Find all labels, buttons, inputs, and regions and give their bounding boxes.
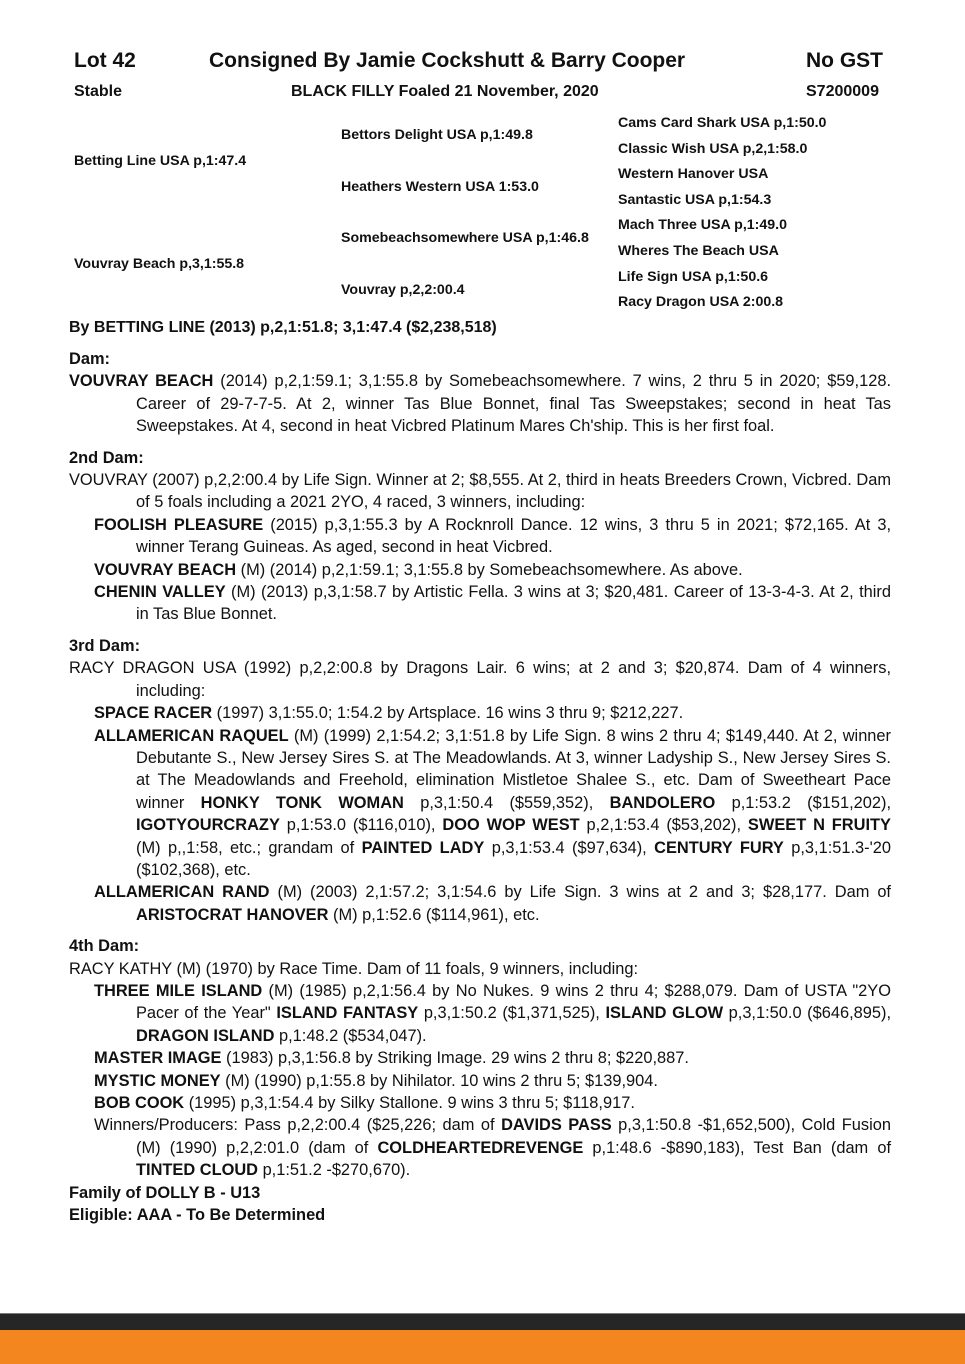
horse-details: (M) (1999) 2,1:54.2; 3,1:51.8 by Life Sign. 8 wins 2 thru 4; $149,440. At 2, winner Debutante S., New Jersey Sires S. at The Meadowlands. At 3, winner Ladyship S., New Jersey Sires S. at The Meadowlands and Freehold, elimination Mistletoe Shalee S., etc. Dam of Sweetheart Pace winner <box>136 726 891 812</box>
eligibility-line: Eligible: AAA - To Be Determined <box>69 1206 326 1225</box>
horse-name: IGOTYOURCRAZY <box>136 816 280 835</box>
pedigree-dam-sire: Somebeachsomewhere USA p,1:46.8 <box>341 230 589 246</box>
pedigree-sire: Betting Line USA p,1:47.4 <box>74 153 247 169</box>
horse-name: CENTURY FURY <box>654 838 784 857</box>
horse-name: ALLAMERICAN RAQUEL <box>94 726 289 745</box>
pedigree-dam: Vouvray Beach p,3,1:55.8 <box>74 256 245 272</box>
progeny-entry <box>69 1092 891 1114</box>
family-line: Family of DOLLY B - U13 <box>69 1183 261 1202</box>
horse-details: p,2,1:53.4 ($53,202), <box>579 816 748 835</box>
horse-name: DOO WOP WEST <box>442 816 580 835</box>
progeny-entry <box>69 514 891 559</box>
horse-name: ARISTOCRAT HANOVER <box>136 905 329 924</box>
horse-name: BOB COOK <box>94 1094 185 1112</box>
horse-name: CHENIN VALLEY <box>94 583 226 602</box>
horse-details: (M) (2014) p,2,1:59.1; 3,1:55.8 by Somebeachsomewhere. As above. <box>236 560 743 579</box>
horse-details: p,1:48.2 ($534,047). <box>274 1026 427 1045</box>
horse-details: p,1:53.2 ($151,202), <box>715 793 892 812</box>
maternal-family <box>69 348 891 1226</box>
horse-details: p,3,1:51.3-'20 ($102,368), etc. <box>136 838 891 879</box>
horse-details: p,3,1:53.4 ($97,634), <box>484 838 655 857</box>
horse-details: p,1:48.6 -$890,183), Test Ban (dam of <box>583 1138 892 1157</box>
horse-details: (2014) p,2,1:59.1; 3,1:55.8 by Somebeachsomewhere. 7 wins, 2 thru 5 in 2020; $59,128. Career of 29-7-7-5. At 2, winner Tas Blue Bonnet, final Tas Sweepstakes; second in heat Tas Sweepstakes. At 4, second in heat Vicbred Platinum Mares Ch'ship. This is her first foal. <box>136 372 892 436</box>
pedigree-gen3: Classic Wish USA p,2,1:58.0 <box>618 141 808 157</box>
pedigree-gen3: Mach Three USA p,1:49.0 <box>618 217 787 233</box>
pedigree-dam-dam: Vouvray p,2,2:00.4 <box>341 282 465 298</box>
second-dam-intro: VOUVRAY (2007) p,2,2:00.4 by Life Sign. Winner at 2; $8,555. At 2, third in heats Breeders Crown, Vicbred. Dam of 5 foals including a 2021 2YO, 4 raced, 3 winners, including: <box>69 471 891 512</box>
horse-name: MASTER IMAGE <box>94 1049 222 1068</box>
location: Stable <box>74 83 123 100</box>
horse-details: (M) p,1:52.6 ($114,961), etc. <box>328 905 540 924</box>
fourth-dam-heading: 4th Dam: <box>69 937 140 956</box>
footer-orange-bar <box>0 1330 965 1364</box>
pedigree-sire-dam: Heathers Western USA 1:53.0 <box>341 179 539 195</box>
horse-name: DAVIDS PASS <box>501 1116 612 1135</box>
progeny-entry <box>69 980 891 1047</box>
horse-details: (M) (2013) p,3,1:58.7 by Artistic Fella. 3 wins at 3; $20,481. Career of 13-3-4-3. At 2, third in Tas Blue Bonnet. <box>136 583 891 624</box>
second-dam-heading: 2nd Dam: <box>69 448 144 467</box>
horse-details: p,3,1:50.0 ($646,895), <box>723 1004 891 1023</box>
horse-details: p,3,1:50.8 -$1,652,500), Cold Fusion (M) (1990) p,2,2:01.0 (dam of <box>136 1116 891 1157</box>
horse-name: DRAGON ISLAND <box>136 1026 275 1045</box>
horse-name: THREE MILE ISLAND <box>94 981 263 1000</box>
horse-details: (M) (2003) 2,1:57.2; 3,1:54.6 by Life Sign. 3 wins at 2 and 3; $28,177. Dam of <box>269 883 891 902</box>
pedigree-gen3: Western Hanover USA <box>618 166 769 182</box>
horse-name: PAINTED LADY <box>361 838 485 857</box>
pedigree-gen3: Santastic USA p,1:54.3 <box>618 192 772 208</box>
horse-name: MYSTIC MONEY <box>94 1071 221 1090</box>
footer-dark-bar <box>0 1313 965 1331</box>
lot-number: Lot 42 <box>74 49 136 72</box>
horse-name: TINTED CLOUD <box>136 1161 259 1180</box>
progeny-entry <box>69 881 891 926</box>
pedigree-gen3: Wheres The Beach USA <box>618 243 779 259</box>
horse-details: (1995) p,3,1:54.4 by Silky Stallone. 9 wins 3 thru 5; $118,917. <box>184 1094 635 1112</box>
pedigree-gen3: Racy Dragon USA 2:00.8 <box>618 294 784 310</box>
horse-details: (M) (1990) p,1:55.8 by Nihilator. 10 wins 2 thru 5; $139,904. <box>220 1071 658 1090</box>
horse-details: p,1:51.2 -$270,670). <box>258 1161 411 1180</box>
progeny-entry <box>69 1047 891 1069</box>
horse-name: VOUVRAY BEACH <box>94 560 237 579</box>
horse-description: BLACK FILLY Foaled 21 November, 2020 <box>291 83 599 100</box>
horse-details: (1997) 3,1:55.0; 1:54.2 by Artsplace. 16 wins 3 thru 9; $212,227. <box>212 704 684 723</box>
horse-details: (2015) p,3,1:55.3 by A Rocknroll Dance. 12 wins, 3 thru 5 in 2021; $72,165. At 3, winner Terang Guineas. As aged, second in heat Vicbred. <box>136 515 891 557</box>
pedigree-gen3: Cams Card Shark USA p,1:50.0 <box>618 115 827 131</box>
horse-details: Winners/Producers: Pass p,2,2:00.4 ($25,226; dam of <box>94 1116 502 1135</box>
horse-name: BANDOLERO <box>609 793 716 812</box>
third-dam-heading: 3rd Dam: <box>69 636 141 655</box>
horse-name: ISLAND GLOW <box>605 1004 724 1023</box>
fourth-dam-intro: RACY KATHY (M) (1970) by Race Time. Dam of 11 foals, 9 winners, including: <box>69 959 639 978</box>
winners-producers <box>69 1114 891 1181</box>
lot-code: S7200009 <box>806 83 879 100</box>
horse-name: FOOLISH PLEASURE <box>94 515 264 534</box>
sire-line: By BETTING LINE (2013) p,2,1:51.8; 3,1:47.4 ($2,238,518) <box>69 319 497 336</box>
horse-name: HONKY TONK WOMAN <box>200 793 404 812</box>
horse-details: (M) (1985) p,2,1:56.4 by No Nukes. 9 wins 2 thru 4; $288,079. Dam of USTA "2YO Pacer of the Year" <box>136 981 891 1023</box>
horse-name: VOUVRAY BEACH <box>69 372 214 391</box>
pedigree-sire-sire: Bettors Delight USA p,1:49.8 <box>341 127 533 143</box>
horse-details: p,3,1:50.2 ($1,371,525), <box>418 1004 606 1023</box>
progeny-entry <box>69 702 891 724</box>
progeny-entry <box>69 1070 891 1092</box>
horse-details: p,3,1:50.4 ($559,352), <box>403 793 610 812</box>
third-dam-intro: RACY DRAGON USA (1992) p,2,2:00.8 by Dragons Lair. 6 wins; at 2 and 3; $20,874. Dam of 4 winners, including: <box>69 659 891 700</box>
horse-name: ISLAND FANTASY <box>276 1004 419 1023</box>
dam-entry <box>69 370 891 437</box>
horse-name: COLDHEARTEDREVENGE <box>377 1138 584 1157</box>
horse-name: ALLAMERICAN RAND <box>94 883 270 902</box>
progeny-entry <box>69 581 891 626</box>
horse-details: (M) p,,1:58, etc.; grandam of <box>136 838 362 857</box>
pedigree-gen3: Life Sign USA p,1:50.6 <box>618 269 769 285</box>
horse-name: SPACE RACER <box>94 704 213 723</box>
dam-heading: Dam: <box>69 350 110 368</box>
consignor: Consigned By Jamie Cockshutt & Barry Cooper <box>209 49 686 72</box>
horse-details: (1983) p,3,1:56.8 by Striking Image. 29 wins 2 thru 8; $220,887. <box>221 1049 689 1068</box>
progeny-entry <box>69 559 891 581</box>
horse-name: SWEET N FRUITY <box>747 816 891 835</box>
progeny-entry <box>69 725 891 882</box>
horse-details: p,1:53.0 ($116,010), <box>279 816 443 835</box>
gst-status: No GST <box>806 49 883 72</box>
